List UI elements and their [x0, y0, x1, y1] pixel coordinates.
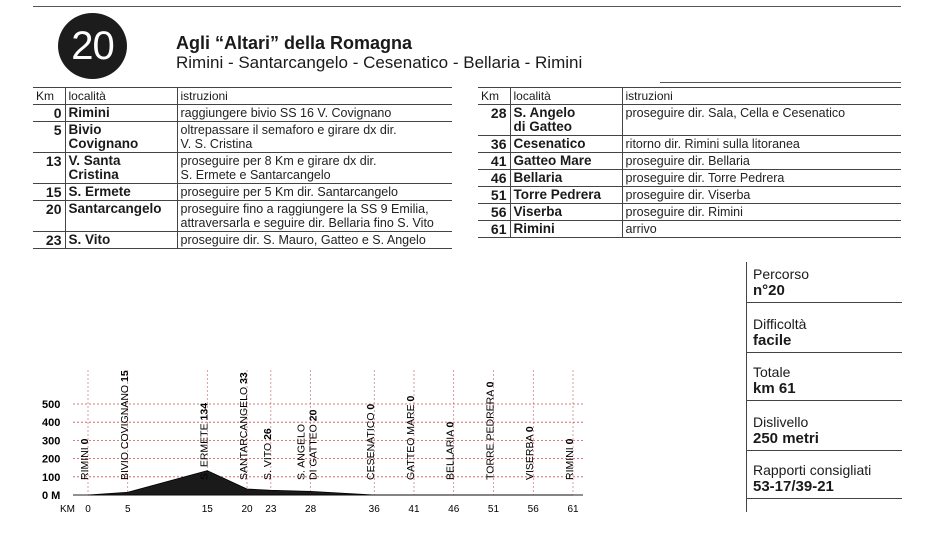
table-header-row — [478, 88, 901, 105]
stage-point-name: TORRE PEDRERA — [484, 387, 497, 480]
stage-instruction: proseguire per 8 Km e girare dx dir. S. Ermete e Santarcangelo — [177, 153, 452, 184]
y-tick-label: 200 — [42, 453, 61, 466]
info-value: facile — [753, 332, 792, 349]
stage-point-label — [524, 426, 536, 480]
stage-instruction: arrivo — [622, 221, 901, 238]
stage-point-name: RIMINI — [564, 444, 576, 480]
y-tick-label: 300 — [42, 435, 61, 448]
stage-locality: Santarcangelo — [65, 201, 177, 232]
info-label: Rapporti consigliati — [753, 462, 872, 478]
x-tick-label: 56 — [527, 504, 539, 515]
info-label: Dislivello — [753, 414, 809, 430]
stage-point-label — [445, 421, 457, 480]
table-row — [478, 153, 901, 170]
stage-locality: Rimini — [65, 105, 177, 122]
table-row — [478, 170, 901, 187]
header-localita: località — [65, 88, 177, 105]
stage-instruction: proseguire dir. Sala, Cella e Cesenatico — [622, 105, 901, 136]
stage-instruction: proseguire dir. Rimini — [622, 204, 901, 221]
stage-point-name: S. ERMETE — [198, 420, 211, 480]
stage-point-elevation: 26 — [261, 428, 274, 440]
header-istruzioni: istruzioni — [622, 88, 901, 105]
x-tick-label: 23 — [265, 504, 277, 515]
stage-point-elevation: 0 — [484, 381, 497, 388]
stage-instruction: ritorno dir. Rimini sulla litoranea — [622, 136, 901, 153]
info-label: Percorso — [753, 266, 810, 282]
info-box — [746, 364, 902, 401]
stage-instruction: oltrepassare il semaforo e girare dx dir. V. S. Cristina — [177, 122, 452, 153]
stage-instruction: proseguire dir. Bellaria — [622, 153, 901, 170]
stages-table-left — [33, 87, 452, 249]
table-row — [478, 136, 901, 153]
stage-instruction: proseguire dir. Torre Pedrera — [622, 170, 901, 187]
stage-km: 46 — [478, 170, 510, 187]
stage-point-elevation: 0 — [564, 438, 576, 445]
stage-km: 41 — [478, 153, 510, 170]
stage-point-label — [262, 428, 274, 480]
stage-point-elevation: 0 — [79, 438, 91, 445]
header-localita: località — [510, 88, 622, 105]
info-label: Totale — [753, 364, 791, 380]
stage-locality: Viserba — [510, 204, 622, 221]
stage-point-name: VISERBA — [524, 432, 537, 480]
stage-point-label — [484, 381, 496, 480]
stage-locality: Rimini — [510, 221, 622, 238]
x-tick-label: 36 — [368, 504, 380, 515]
stage-instruction: proseguire fino a raggiungere la SS 9 Emilia, attraversarla e seguire dir. Bellaria fino S. Vito — [177, 201, 452, 232]
table-row — [33, 201, 452, 232]
stage-point-name: SANTARCANGELO — [238, 383, 251, 480]
stage-point-name: S. VITO — [261, 439, 274, 480]
elevation-profile-chart — [30, 330, 590, 522]
y-tick-label: 0 M — [42, 490, 61, 502]
stage-locality: Bivio Covignano — [65, 122, 177, 153]
stage-locality: Bellaria — [510, 170, 622, 187]
table-row — [33, 184, 452, 201]
table-header-row — [33, 88, 452, 105]
table-row — [478, 221, 901, 238]
stage-point-name: DI GATTEO — [307, 421, 320, 480]
info-box — [746, 266, 902, 303]
stage-point-label — [79, 438, 91, 480]
stage-km: 0 — [33, 105, 65, 122]
x-tick-label: 5 — [124, 504, 131, 515]
info-label: Difficoltà — [753, 316, 807, 332]
stage-km: 15 — [33, 184, 65, 201]
info-box — [746, 462, 902, 499]
stage-km: 28 — [478, 105, 510, 136]
info-box — [746, 316, 902, 353]
info-box — [746, 414, 902, 451]
stage-locality: S. Vito — [65, 232, 177, 249]
x-tick-label: 51 — [487, 504, 500, 515]
stage-point-name: CESENATICO — [365, 409, 378, 480]
table-row — [33, 105, 452, 122]
stage-locality: S. Ermete — [65, 184, 177, 201]
stage-km: 13 — [33, 153, 65, 184]
route-subtitle: Rimini - Santarcangelo - Cesenatico - Bellaria - Rimini — [176, 53, 583, 72]
stage-km: 56 — [478, 204, 510, 221]
stage-point-label — [405, 395, 417, 480]
stage-point-name: RIMINI — [79, 444, 91, 480]
table-row — [33, 153, 452, 184]
y-tick-label: 500 — [42, 399, 61, 411]
header-km: Km — [33, 88, 65, 105]
y-tick-label: 400 — [42, 417, 61, 430]
elevation-area — [88, 471, 573, 495]
info-value: 53-17/39-21 — [753, 478, 834, 495]
stage-point-name: BIVIO COVIGNANO — [118, 381, 131, 480]
table-row — [33, 122, 452, 153]
stage-km: 5 — [33, 122, 65, 153]
info-value: n°20 — [753, 282, 785, 299]
x-tick-label: 41 — [408, 504, 420, 515]
stage-point-label — [308, 409, 320, 480]
x-tick-label: 61 — [567, 504, 579, 515]
stage-point-label — [198, 403, 210, 480]
stage-point-label — [564, 438, 576, 480]
stages-table-right — [478, 87, 901, 238]
stage-point-elevation: 0 — [444, 421, 457, 428]
page-title: Agli “Altari” della Romagna — [176, 33, 413, 53]
route-number-badge: 20 — [58, 13, 127, 79]
table-row — [478, 187, 901, 204]
table-row — [478, 105, 901, 136]
stage-point-elevation: 20 — [307, 409, 320, 422]
stage-point-label — [296, 424, 308, 480]
title-rule — [660, 82, 901, 83]
stage-instruction: proseguire dir. S. Mauro, Gatteo e S. Angelo — [177, 232, 452, 249]
stage-point-name: BELLARIA — [444, 427, 457, 480]
stage-point-elevation: 0 — [365, 403, 378, 410]
stage-km: 51 — [478, 187, 510, 204]
info-value: km 61 — [753, 380, 796, 397]
table-row — [478, 204, 901, 221]
top-rule — [33, 6, 901, 7]
stage-point-elevation: 33 — [238, 372, 251, 384]
info-value: 250 metri — [753, 430, 819, 447]
table-row — [33, 232, 452, 249]
header-km: Km — [478, 88, 510, 105]
stage-km: 36 — [478, 136, 510, 153]
stage-locality: V. Santa Cristina — [65, 153, 177, 184]
stage-point-label — [119, 370, 131, 480]
stage-locality: Gatteo Mare — [510, 153, 622, 170]
stage-point-label — [238, 372, 250, 480]
stage-locality: Torre Pedrera — [510, 187, 622, 204]
stage-locality: S. Angelo di Gatteo — [510, 105, 622, 136]
x-axis-title: KM — [60, 504, 75, 515]
stage-point-elevation: 15 — [118, 370, 131, 382]
x-tick-label: 0 — [85, 504, 91, 515]
stage-point-name: S. ANGELO — [295, 423, 308, 480]
x-tick-label: 28 — [305, 504, 317, 515]
stage-instruction: proseguire per 5 Km dir. Santarcangelo — [177, 184, 452, 201]
stage-km: 20 — [33, 201, 65, 232]
x-tick-label: 46 — [448, 504, 460, 515]
header-istruzioni: istruzioni — [177, 88, 452, 105]
x-tick-label: 20 — [241, 504, 253, 515]
stage-point-label — [365, 404, 377, 480]
x-tick-label: 15 — [201, 504, 213, 515]
stage-locality: Cesenatico — [510, 136, 622, 153]
stage-point-elevation: 0 — [524, 426, 537, 433]
stage-instruction: raggiungere bivio SS 16 V. Covignano — [177, 105, 452, 122]
stage-point-name: GATTEO MARE — [404, 401, 417, 480]
stage-km: 61 — [478, 221, 510, 238]
stage-instruction: proseguire dir. Viserba — [622, 187, 901, 204]
y-tick-label: 100 — [42, 471, 61, 484]
stage-point-elevation: 0 — [404, 395, 417, 402]
stage-km: 23 — [33, 232, 65, 249]
stage-point-elevation: 134 — [198, 402, 211, 421]
